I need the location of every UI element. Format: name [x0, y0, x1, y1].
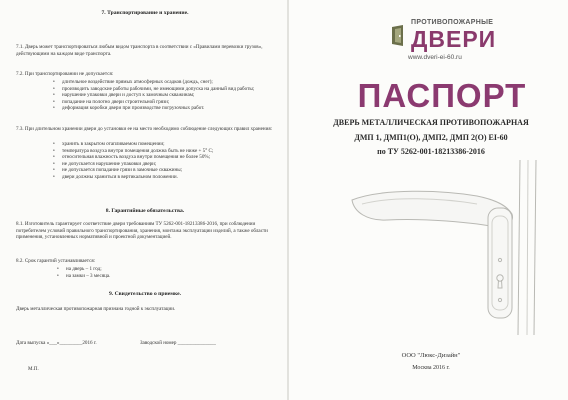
section-9 [16, 291, 274, 298]
list-item: • хранить в закрытом отапливаемом помещении; [62, 141, 274, 148]
list-item: • производить заводские работы рабочими, не имеющими допуска на данный вид работы; [62, 86, 274, 93]
technical-standard: по ТУ 5262-001-18213386-2016 [377, 147, 485, 156]
factory-number: Заводской номер _______________ [140, 340, 216, 346]
company-logo [391, 13, 531, 77]
acceptance-text: Дверь металлическая противопожарная признана годной к эксплуатации. [16, 306, 176, 312]
clause-7-3-list [16, 141, 274, 180]
list-item: • двери должны храниться в вертикальном положении. [62, 174, 274, 181]
section-7 [16, 10, 274, 17]
list-item: • деформация коробки двери при производстве погрузочных работ. [62, 105, 274, 112]
clause-7-3-heading: 7.3. При длительном хранении двери до установки ее на место необходимо соблюдение следующих правил хранения: [16, 126, 273, 132]
list-item: • нарушение упаковки двери и доступ к замочным скважинам; [62, 92, 274, 99]
section-8-title: 8. Гарантийные обязательства. [105, 208, 185, 214]
document-title: ПАСПОРТ [357, 77, 527, 114]
company-name: ООО "Люкс-Дизайн" [401, 352, 461, 359]
door-models: ДМП 1, ДМП1(О), ДМП2, ДМП 2(О) EI-60 [354, 133, 508, 142]
release-date: Дата выпуска «___»_________2016 г. [16, 340, 97, 346]
city-year: Москва 2016 г. [412, 365, 450, 371]
clause-7-1: 7.1. Дверь может транспортироваться любым видом транспорта в соответствии с «Правилами перевозки грузов», действующими на каждом виде транспорта. [16, 44, 263, 57]
door-handle-image [292, 160, 568, 335]
list-item: • не допускается попадание грязи в замочные скважины; [62, 167, 274, 174]
clause-7-2-list [16, 79, 274, 112]
list-item: • температура воздуха внутри помещения должна быть не ниже + 5° С; [62, 148, 274, 155]
page-fold [287, 0, 289, 400]
clause-7-2-heading: 7.2. При транспортировании не допускается: [16, 71, 114, 77]
section-8 [16, 208, 274, 215]
clause-8-2-list [16, 266, 274, 279]
list-item: • не допускается нарушение упаковки двери; [62, 161, 274, 168]
list-item: • на дверь – 1 год; [66, 266, 274, 273]
section-7-title: 7. Транспортирование и хранение. [101, 10, 189, 16]
list-item: • попадание на полотно двери строительной грязи; [62, 99, 274, 106]
logo-main-text: ДВЕРИ [411, 26, 497, 52]
clause-8-1: 8.1. Изготовитель гарантирует соответствие двери требованиям ТУ 5262-001-18213386-2016, при соблюдении потребителем условий правильного транспортирования, хранения, монтажа эксплуатации изделий, а также области применения, установленных нормативной и проектной документацией. [16, 221, 268, 240]
logo-top-text: ПРОТИВОПОЖАРНЫЕ [411, 19, 494, 26]
list-item: • на замки – 3 месяца. [66, 273, 274, 280]
door-logo-icon [391, 25, 407, 47]
door-type: ДВЕРЬ МЕТАЛЛИЧЕСКАЯ ПРОТИВОПОЖАРНАЯ [333, 118, 529, 127]
section-9-title: 9. Свидетельство о приемке. [109, 291, 181, 297]
list-item: • относительная влажность воздуха внутри помещения не более 50%; [62, 154, 274, 161]
stamp-place: М.П. [28, 366, 39, 372]
list-item: • длительное воздействие прямых атмосферных осадков (дождь, снег); [62, 79, 274, 86]
clause-8-2-heading: 8.2. Срок гарантий устанавливается: [16, 258, 96, 264]
logo-url: www.dveri-ei-60.ru [408, 54, 462, 61]
